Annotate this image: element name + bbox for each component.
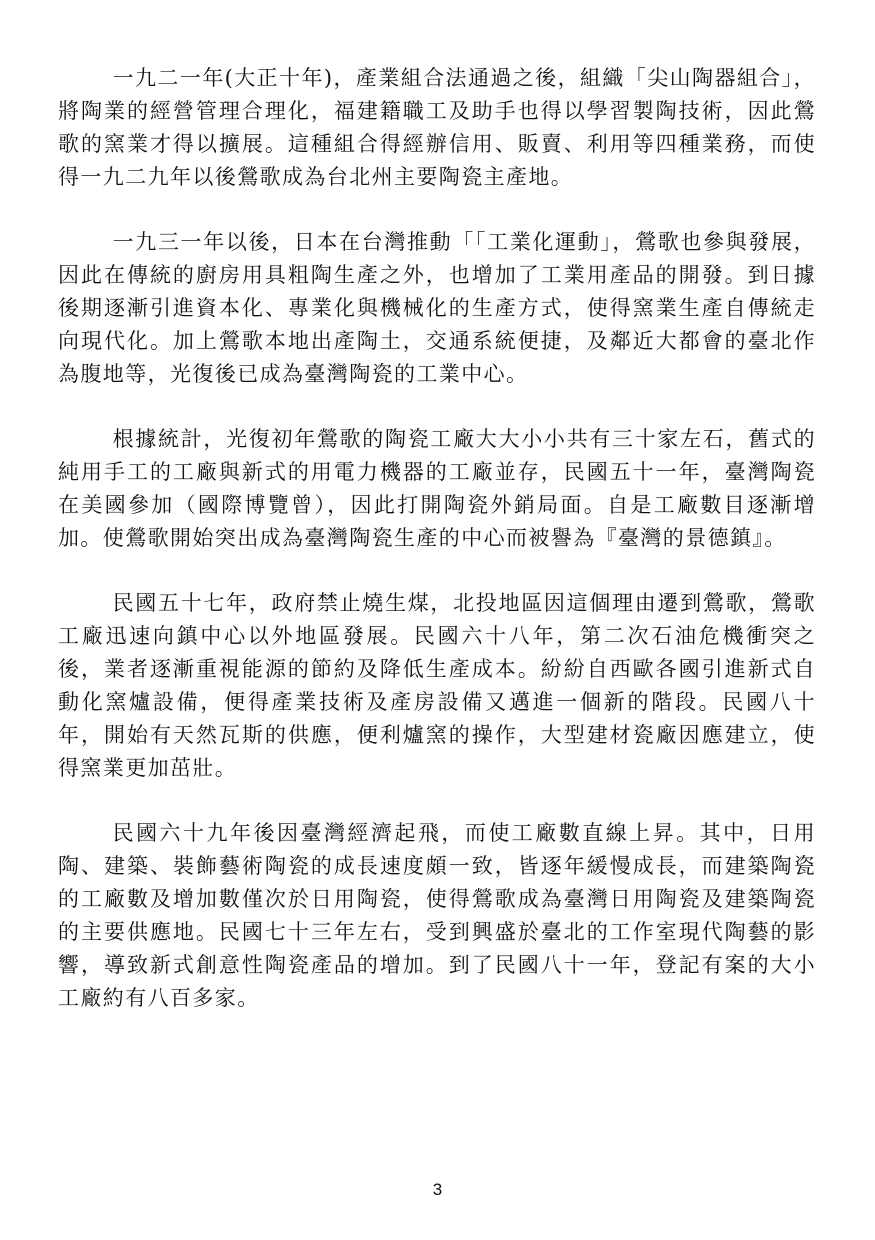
paragraph-4: 民國五十七年，政府禁止燒生煤，北投地區因這個理由遷到鶯歌，鶯歌工廠迅速向鎮中心以外地區發展。民國六十八年，第二次石油危機衝突之後，業者逐漸重視能源的節約及降低生產成本。紛紛自西歐各國引進新式自動化窯爐設備，便得產業技術及產房設備又邁進一個新的階段。民國八十年，開始有天然瓦斯的供應，便利爐窯的操作，大型建材瓷廠因應建立，使得窯業更加茁壯。 bbox=[58, 591, 816, 780]
paragraph-2: 一九三一年以後，日本在台灣推動「「工業化運動」，鶯歌也參與發展，因此在傳統的廚房用具粗陶生產之外，也增加了工業用產品的開發。到日據後期逐漸引進資本化、專業化與機械化的生產方式，使得窯業生產自傳統走向現代化。加上鶯歌本地出產陶土，交通系統便捷，及鄰近大都會的臺北作為腹地等，光復後已成為臺灣陶瓷的工業中心。 bbox=[58, 230, 816, 386]
paragraph-1: 一九二一年(大正十年)，產業組合法通過之後，組織「尖山陶器組合」，將陶業的經營管理合理化，福建籍職工及助手也得以學習製陶技術，因此鶯歌的窯業才得以擴展。這種組合得經辦信用、販賣、利用等四種業務，而使得一九二九年以後鶯歌成為台北州主要陶瓷主產地。 bbox=[58, 66, 816, 189]
paragraph-3: 根據統計，光復初年鶯歌的陶瓷工廠大大小小共有三十家左石，舊式的純用手工的工廠與新式的用電力機器的工廠並存，民國五十一年，臺灣陶瓷在美國參加（國際博覽曾），因此打開陶瓷外銷局面。自是工廠數目逐漸增加。使鶯歌開始突出成為臺灣陶瓷生產的中心而被譽為『臺灣的景德鎮』。 bbox=[58, 427, 816, 550]
document-body bbox=[58, 62, 816, 1047]
page-number: 3 bbox=[432, 1180, 443, 1199]
paragraph-5: 民國六十九年後因臺灣經濟起飛，而使工廠數直線上昇。其中，日用陶、建築、裝飾藝術陶瓷的成長速度頗一致，皆逐年緩慢成長，而建築陶瓷的工廠數及增加數僅次於日用陶瓷，使得鶯歌成為臺灣日用陶瓷及建築陶瓷的主要供應地。民國七十三年左右，受到興盛於臺北的工作室現代陶藝的影響，導致新式創意性陶瓷產品的增加。到了民國八十一年，登記有案的大小工廠約有八百多家。 bbox=[58, 821, 816, 1010]
